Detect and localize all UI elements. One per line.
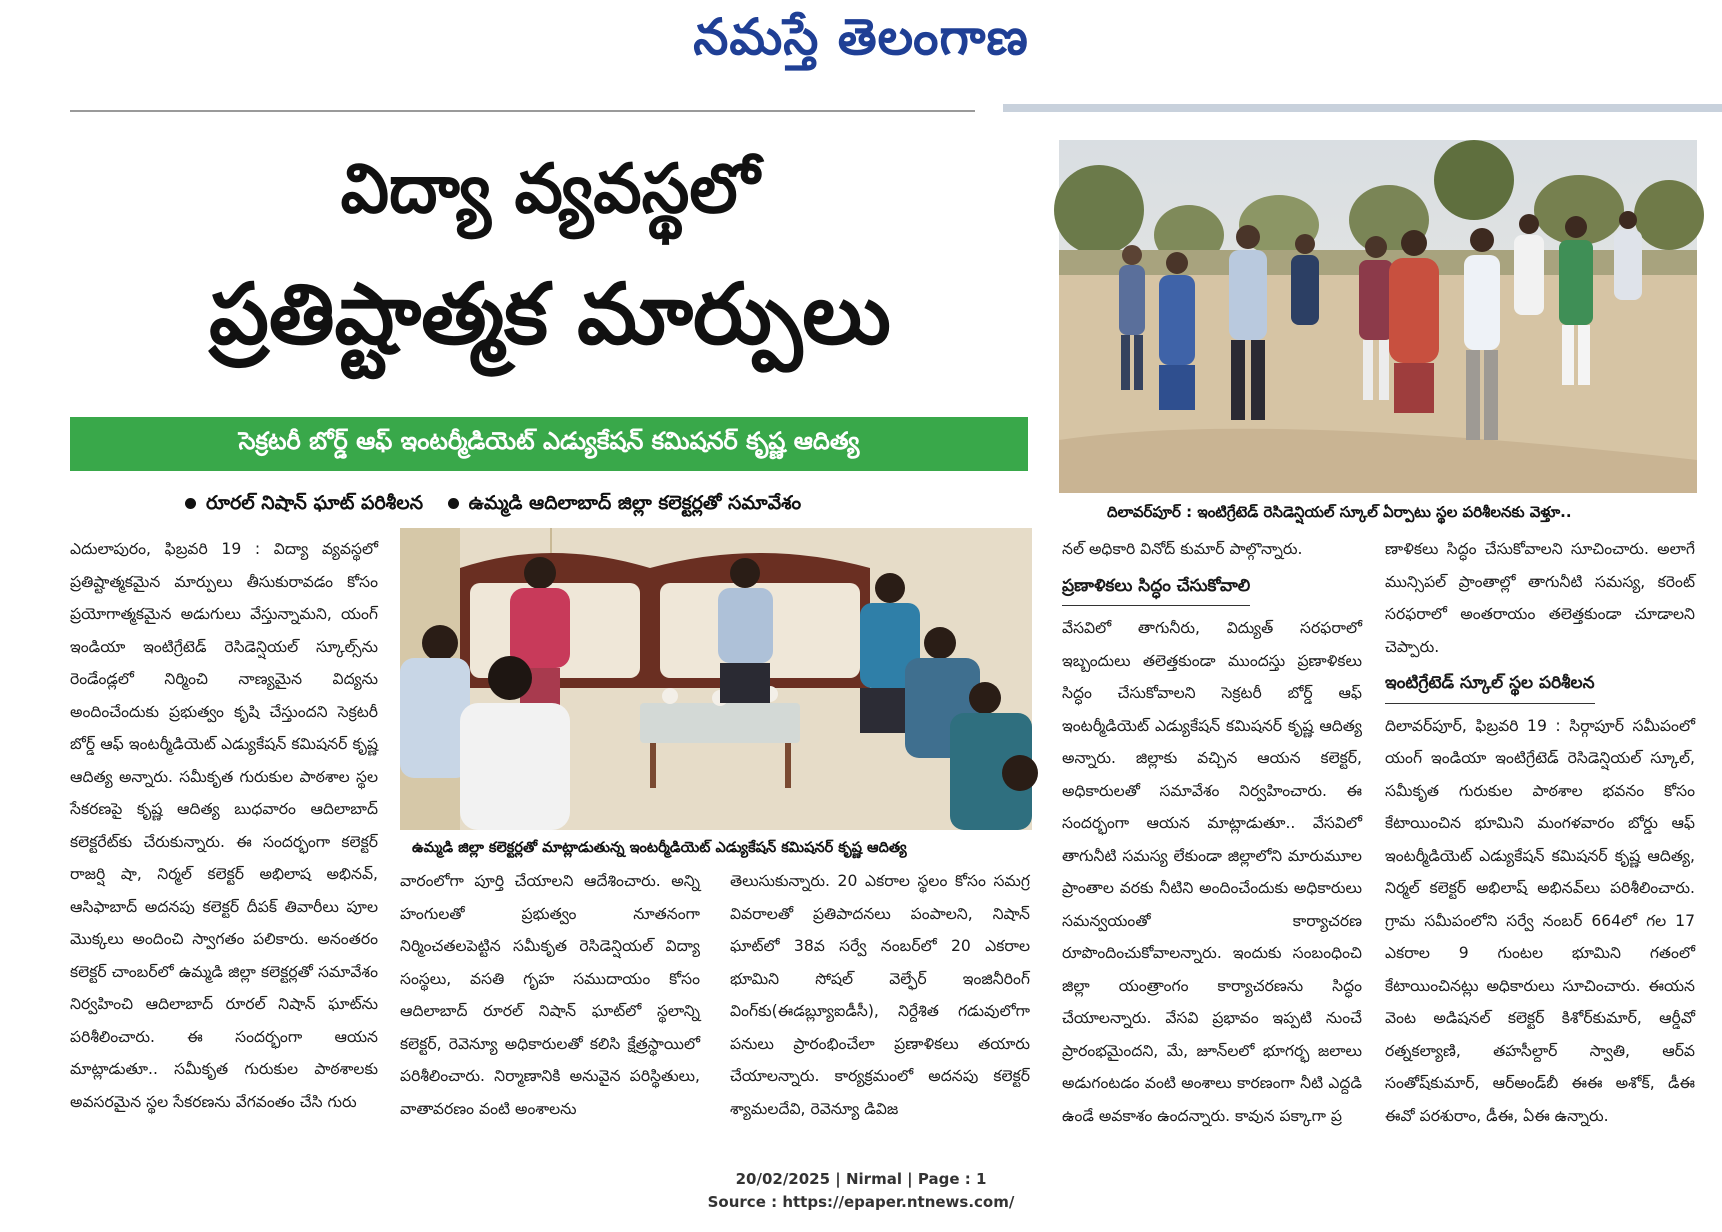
masthead-logo: నమస్తే తెలంగాణ <box>693 8 1029 66</box>
masthead-rule-right <box>1003 104 1722 112</box>
article-column-3-text: తెలుసుకున్నారు. 20 ఎకరాల స్థలం కోసం సమగ్ర వివరాలతో ప్రతిపాదనలు పంపాలని, నిషాన్ ఘాట్‌లో 38వ సర్వే నంబర్‌లో 20 ఎకరాల భూమిని సోషల్ వెల్ఫేర్ ఇంజినీరింగ్ వింగ్‌కు(ఈడబ్ల్యూఐడీసీ), నిర్దేశిత గడువులోగా పనులు ప్రారంభించేలా ప్రణాళికలు తయారు చేయాలన్నారు. కార్యక్రమంలో అదనపు కలెక్టర్ శ్యామలదేవి, రెవెన్యూ డివిజ <box>730 872 1030 1118</box>
bullet-1: రూరల్ నిషాన్ ఘాట్ పరిశీలన <box>206 492 424 514</box>
bullet-icon <box>448 498 459 509</box>
headline-line-2: ప్రతిష్టాత్మక మార్పులు <box>209 265 891 363</box>
deck-text: సెక్రటరీ బోర్డ్ ఆఫ్ ఇంటర్మీడియెట్ ఎడ్యుకేషన్ కమిషనర్ కృష్ణ ఆదిత్య <box>238 427 860 455</box>
article-column-5-top: ణాళికలు సిద్ధం చేసుకోవాలని సూచించారు. అలాగే మున్సిపల్ ప్రాంతాల్లో తాగునీటి సమస్య, కరెంట్ సరఫరాలో అంతరాయం తలెత్తకుండా చూడాలని చెప్పారు. <box>1385 540 1695 656</box>
article-column-4-text: వేసవిలో తాగునీరు, విద్యుత్ సరఫరాలో ఇబ్బందులు తలెత్తకుండా ముందస్తు ప్రణాళికలు సిద్ధం చేసుకోవాలని సెక్రటరీ బోర్డ్ ఆఫ్ ఇంటర్మీడియెట్ ఎడ్యుకేషన్ కమిషనర్ కృష్ణ ఆదిత్య అన్నారు. జిల్లాకు వచ్చిన ఆయన కలెక్టర్, అధికారులతో సమావేశం నిర్వహించారు. ఈ సందర్భంగా ఆయన మాట్లాడుతూ.. వేసవిలో తాగునీటి సమస్య లేకుండా జిల్లాలోని మారుమూల ప్రాంతాల వరకు నీటిని అందించేందుకు అధికారులు సమన్వయంతో కార్యాచరణ రూపొందించుకోవాలన్నారు. ఇందుకు సంబంధించి జిల్లా యంత్రాంగం కార్యాచరణను సిద్ధం చేయాలన్నారు. వేసవి ప్రభావం ఇప్పటి నుంచే ప్రారంభమైందని, మే, జూన్‌లలో భూగర్భ జలాలు అడుగంటడం వంటి అంశాలు కారణంగా నీటి ఎద్దడి ఉండే అవకాశం ఉందన్నారు. కావున పక్కాగా ప్ర <box>1062 619 1362 1125</box>
article-column-1-text: ఎదులాపురం, ఫిబ్రవరి 19 : విద్యా వ్యవస్థలో ప్రతిష్టాత్మకమైన మార్పులు తీసుకురావడం కోసం ప్రయోగాత్మకమైన అడుగులు వేస్తున్నామని, యంగ్ ఇండియా ఇంటిగ్రేటెడ్ రెసిడెన్షియల్ స్కూల్స్‌ను రెండేండ్లలో నిర్మించి నాణ్యమైన విద్యను అందించేందుకు ప్రభుత్వం కృషి చేస్తుందని సెక్రటరీ బోర్డ్ ఆఫ్ ఇంటర్మీడియెట్ ఎడ్యుకేషన్ కమిషనర్ కృష్ణ ఆదిత్య అన్నారు. సమీకృత గురుకుల పాఠశాల స్థల సేకరణపై కృష్ణ ఆదిత్య బుధవారం ఆదిలాబాద్ కలెక్టరేట్‌కు చేరుకున్నారు. ఈ సందర్భంగా కలెక్టర్ రాజర్షి షా, నిర్మల్ కలెక్టర్ అభిలాష అభినవ్, ఆసిఫాబాద్ అదనపు కలెక్టర్ దీపక్ తివారీలు పూల మొక్కలు అందించి స్వాగతం పలికారు. అనంతరం కలెక్టర్ చాంబర్‌లో ఉమ్మడి జిల్లా కలెక్టర్లతో సమావేశం నిర్వహించి ఆదిలాబాద్ రూరల్ నిషాన్ ఘాట్‌ను పరిశీలించారు. ఈ సందర్భంగా ఆయన మాట్లాడుతూ.. సమీకృత గురుకుల పాఠశాలకు అవసరమైన స్థల సేకరణను వేగవంతం చేసి గురు <box>70 540 378 1111</box>
bullet-2: ఉమ్మడి ఆదిలాబాద్ జిల్లా కలెక్టర్లతో సమావేశం <box>468 492 802 514</box>
subhead-integrated-school: ఇంటిగ్రేటెడ్ స్కూల్ స్థల పరిశీలన <box>1385 667 1595 704</box>
article-column-4 <box>1062 533 1362 1125</box>
photo-field-visit-image <box>1059 140 1697 493</box>
photo-meeting-caption: ఉమ్మడి జిల్లా కలెక్టర్లతో మాట్లాడుతున్న ఇంటర్మీడియెట్ ఎడ్యుకేషన్ కమిషనర్ కృష్ణ ఆదిత్య <box>412 840 907 856</box>
photo-meeting <box>400 528 1032 830</box>
masthead-rule-left <box>70 110 975 112</box>
bullet-icon <box>185 498 196 509</box>
bullet-points <box>185 492 819 519</box>
article-column-3 <box>730 865 1030 1118</box>
headline-line-1: విద్యా వ్యవస్థలో <box>340 150 760 229</box>
article-column-5-text: దిలావర్‌పూర్, ఫిబ్రవరి 19 : సిర్గాపూర్ సమీపంలో యంగ్ ఇండియా ఇంటిగ్రేటెడ్ రెసిడెన్షియల్ స్కూల్, సమీకృత గురుకుల పాఠశాల భవనం కోసం కేటాయించిన భూమిని మంగళవారం బోర్డు ఆఫ్ ఇంటర్మీడియెట్ ఎడ్యుకేషన్ కమిషనర్ కృష్ణ ఆదిత్య, నిర్మల్ కలెక్టర్ అభిలాష్ అభినవ్‌లు పరిశీలించారు. గ్రామ సమీపంలోని సర్వే నంబర్ 664లో గల 17 ఎకరాల 9 గుంటల భూమిని గతంలో కేటాయించినట్లు అధికారులు సూచించారు. ఈయన వెంట అడిషనల్ కలెక్టర్ కిశోర్‌కుమార్, ఆర్డీవో రత్నకల్యాణి, తహసీల్దార్ స్వాతి, ఆర్‌వ సంతోష్‌కుమార్, ఆర్‌అండ్‌బీ ఈఈ అశోక్, డీఈ ఈవో పరశురాం, డీఈ, ఏఈ ఉన్నారు. <box>1385 716 1695 1125</box>
article-column-5 <box>1385 533 1695 1125</box>
article-column-1 <box>70 533 378 1111</box>
photo-field-visit-caption: దిలావర్‌పూర్ : ఇంటిగ్రేటెడ్ రెసిడెన్షియల్ స్కూల్ ఏర్పాటు స్థల పరిశీలనకు వెళ్తూ.. <box>1107 503 1572 521</box>
footer-source: Source : https://epaper.ntnews.com/ <box>707 1193 1015 1211</box>
footer-date-edition: 20/02/2025 | Nirmal | Page : 1 <box>735 1170 987 1188</box>
article-column-2 <box>400 865 700 1118</box>
article-column-2-text: వారంలోగా పూర్తి చేయాలని ఆదేశించారు. అన్ని హంగులతో ప్రభుత్వం నూతనంగా నిర్మించతలపెట్టిన సమీకృత రెసిడెన్షియల్ విద్యా సంస్థలు, వసతి గృహ సముదాయం కోసం ఆదిలాబాద్ రూరల్ నిషాన్ ఘాట్‌లో స్థలాన్ని కలెక్టర్, రెవెన్యూ అధికారులతో కలిసి క్షేత్రస్థాయిలో పరిశీలించారు. నిర్మాణానికి అనువైన పరిస్థితులు, వాతావరణం వంటి అంశాలను <box>400 872 700 1118</box>
deck-banner <box>70 417 1028 471</box>
photo-field-visit <box>1059 140 1697 493</box>
article-column-4-top: నల్ అధికారి వినోద్ కుమార్ పాల్గొన్నారు. <box>1062 540 1303 558</box>
photo-meeting-image <box>400 528 1032 830</box>
subhead-plans: ప్రణాళికలు సిద్ధం చేసుకోవాలి <box>1062 570 1250 607</box>
